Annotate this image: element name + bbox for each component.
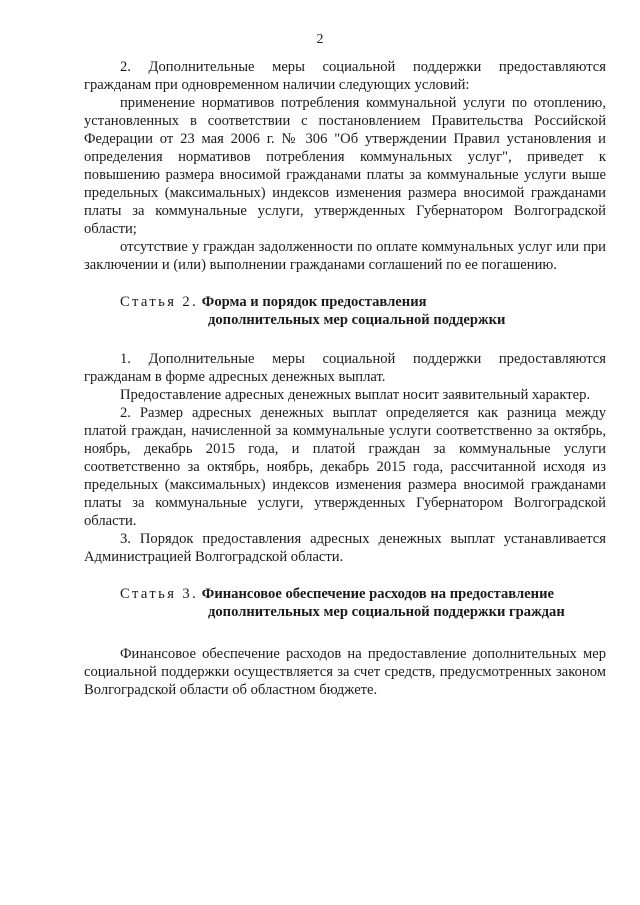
paragraph: 3. Порядок предоставления адресных денежных выплат устанавливается Администрацией Волгоградской области. xyxy=(84,531,606,565)
paragraph: отсутствие у граждан задолженности по оплате коммунальных услуг или при заключении и (или) выполнении гражданами соглашений по ее погашению. xyxy=(84,239,606,273)
article-3-title-line2: дополнительных мер социальной поддержки граждан xyxy=(208,604,565,620)
document-body xyxy=(84,58,606,699)
paragraph: 2. Размер адресных денежных выплат определяется как разница между платой граждан, начисленной за коммунальные услуги соответственно за октябрь, ноябрь, декабрь 2015 года, и платой граждан за коммунальные услуги соответственно за октябрь, ноябрь, декабрь 2015 года, рассчитанной исходя из предельных (максимальных) индексов изменения размера вносимой гражданами платы за коммунальные услуги, утвержденных Губернатором Волгоградской области. xyxy=(84,405,606,529)
paragraph: Финансовое обеспечение расходов на предоставление дополнительных мер социальной поддержки осуществляется за счет средств, предусмотренных законом Волгоградской области об областном бюджете. xyxy=(84,646,606,698)
article-3-title-line1: Финансовое обеспечение расходов на предоставление xyxy=(201,586,554,602)
article-2-heading xyxy=(84,293,606,329)
article-2-title-line1: Форма и порядок предоставления xyxy=(201,294,427,310)
paragraph: Предоставление адресных денежных выплат носит заявительный характер. xyxy=(120,387,591,403)
page-number: 2 xyxy=(316,32,324,47)
article-3-heading xyxy=(84,585,606,621)
paragraph: 1. Дополнительные меры социальной поддержки предоставляются гражданам в форме адресных денежных выплат. xyxy=(84,351,606,385)
article-2-lead: Статья 2. xyxy=(120,294,199,310)
article-3-lead: Статья 3. xyxy=(120,586,199,602)
paragraph: 2. Дополнительные меры социальной поддержки предоставляются гражданам при одновременном наличии следующих условий: xyxy=(84,59,606,93)
paragraph: применение нормативов потребления коммунальной услуги по отоплению, установленных в соответствии с постановлением Правительства Российской Федерации от 23 мая 2006 г. № 306 "Об утверждении Правил установления и определения нормативов потребления коммунальных услуг", приведет к повышению размера вносимой гражданами платы за коммунальные услуги выше предельных (максимальных) индексов изменения размера вносимой гражданами платы за коммунальные услуги, утвержденных Губернатором Волгоградской области; xyxy=(84,95,606,237)
article-2-title-line2: дополнительных мер социальной поддержки xyxy=(208,312,506,328)
